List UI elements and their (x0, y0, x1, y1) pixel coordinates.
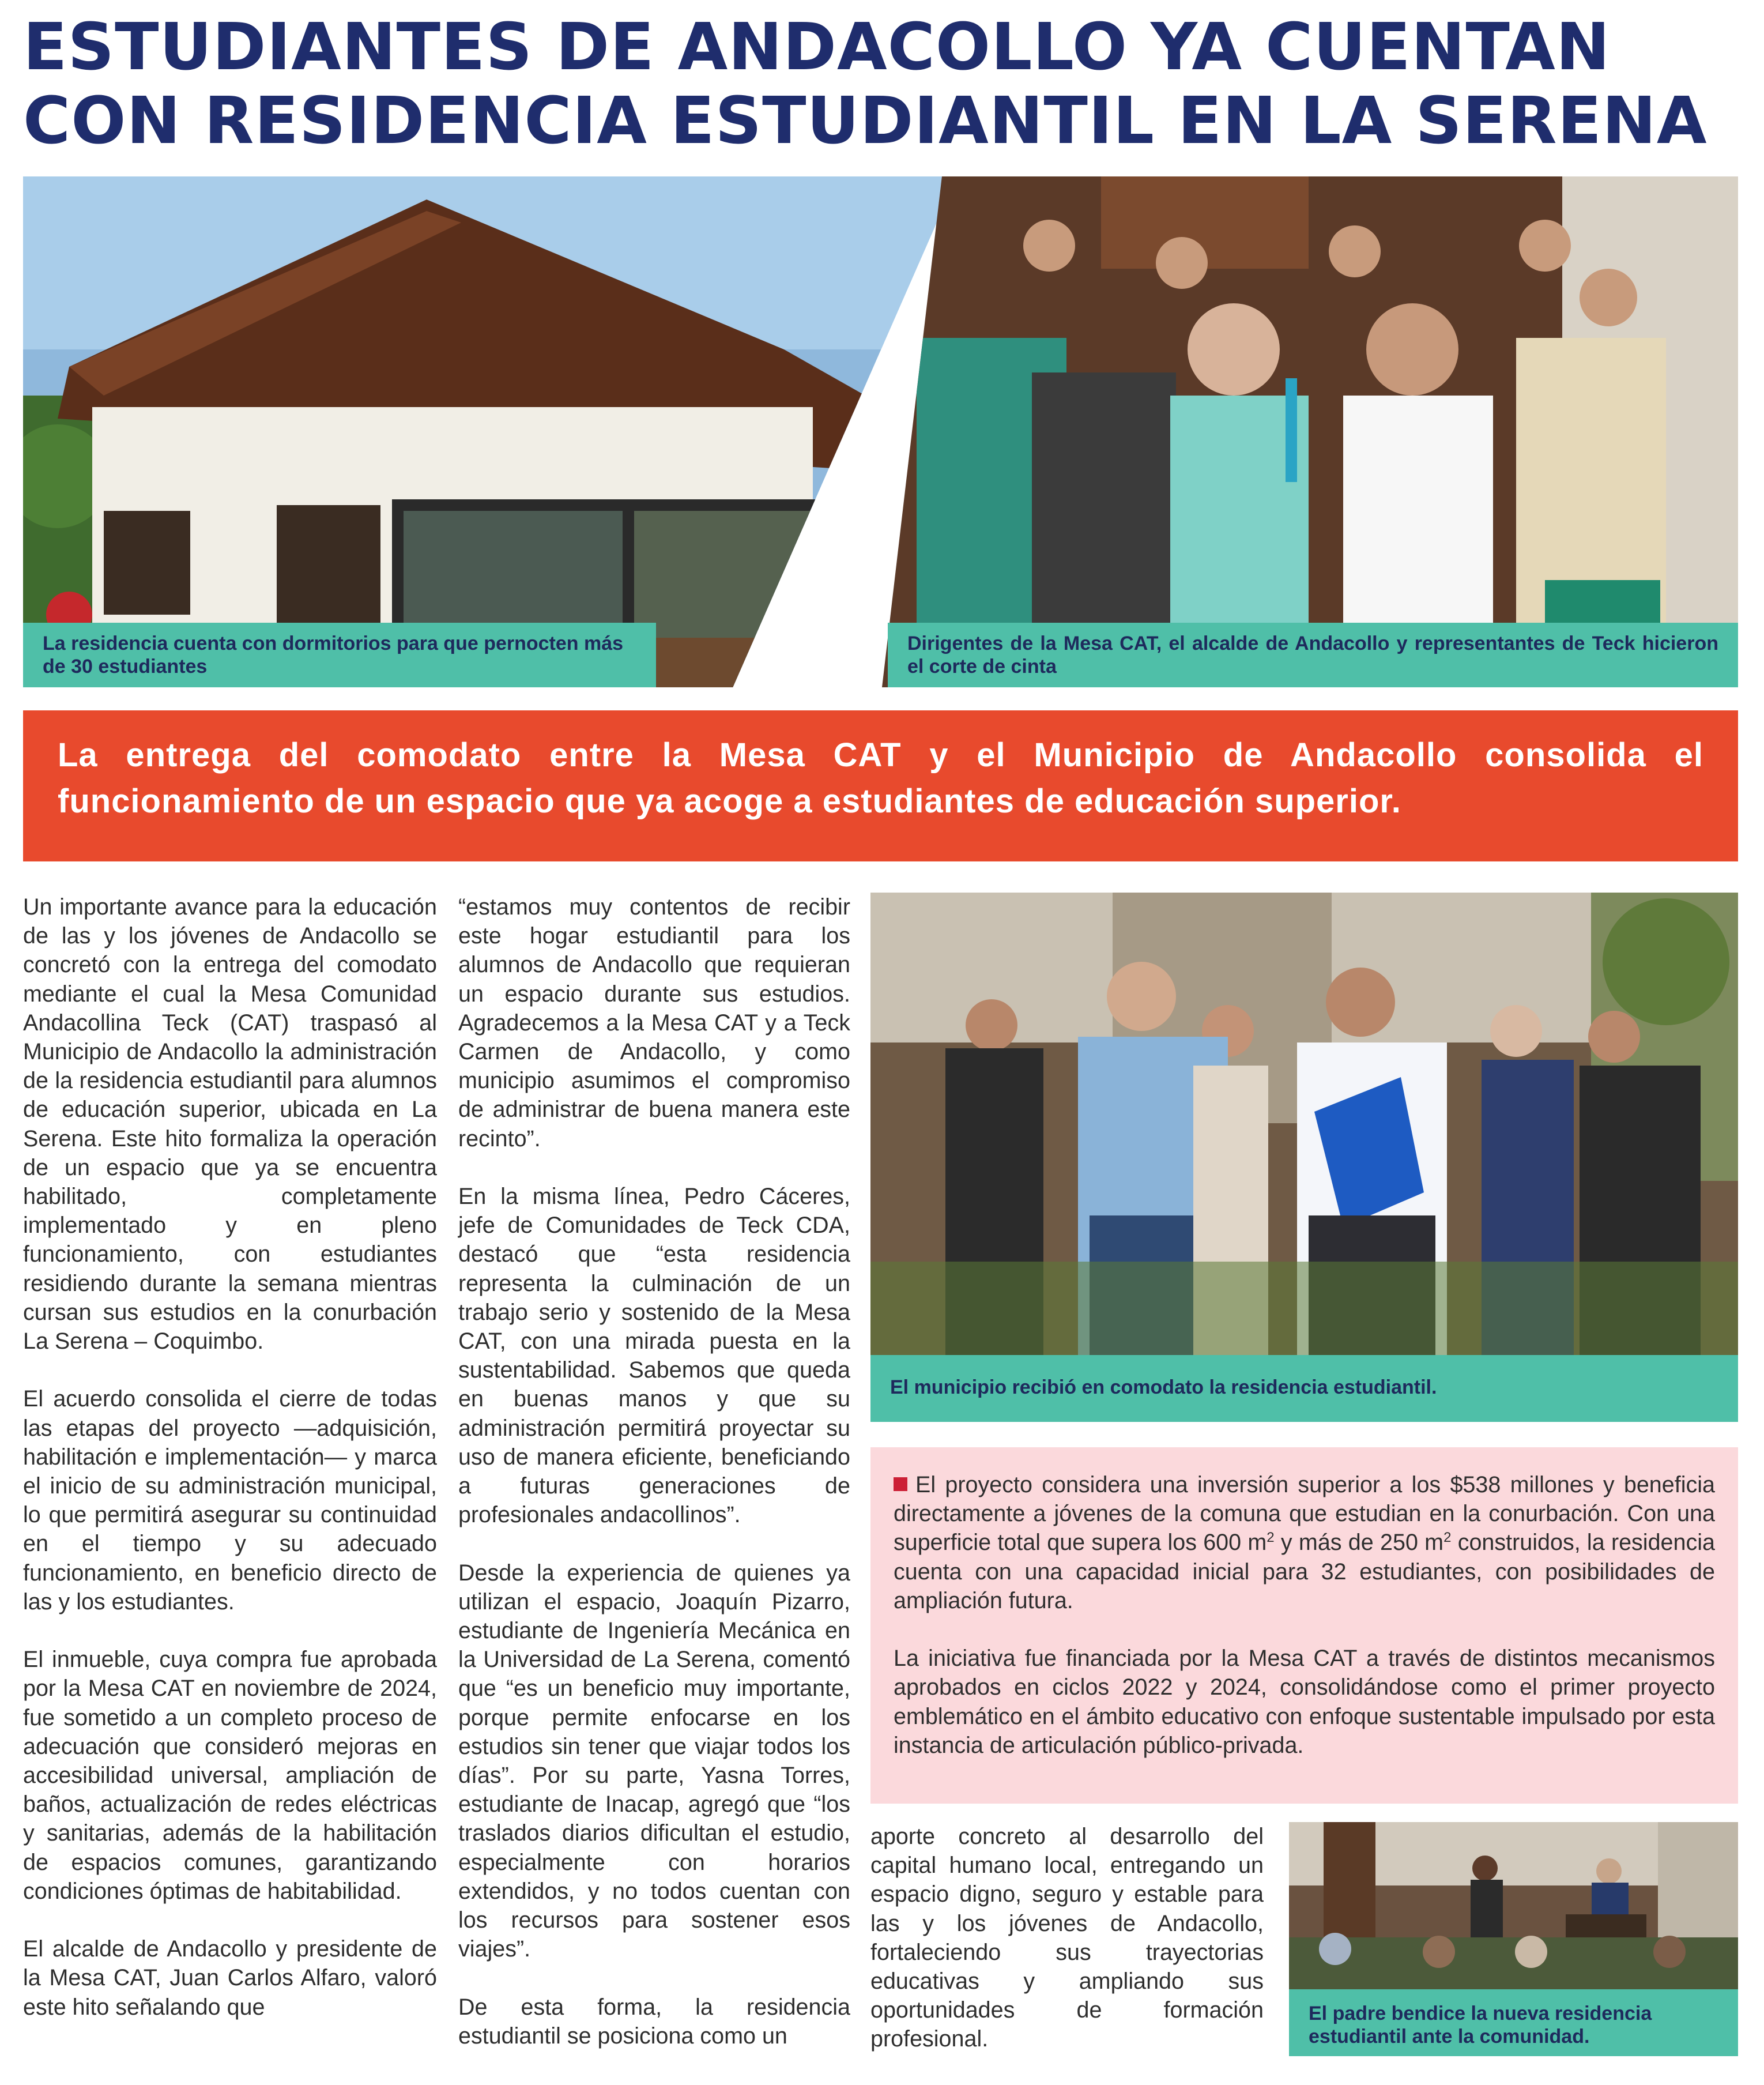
headline-line-2: CON RESIDENCIA ESTUDIANTIL EN LA SERENA (23, 84, 1708, 159)
paragraph: Desde la experiencia de quienes ya utilizan el espacio, Joaquín Pizarro, estudiante de Ingeniería Mecánica en la Universidad de La Serena, comentó que “es un beneficio muy importante, porque permite enfocarse en los estudios sin tener que viajar todos los días”. Por su parte, Yasna Torres, estudiante de Inacap, agregó que “los traslados diarios dificultan el estudio, especialmente con horarios extendidos, y no todos cuentan con los recursos para sostener esos viajes”. (458, 1560, 850, 1962)
photo-residence-house (23, 176, 957, 687)
paragraph: De esta forma, la residencia estudiantil se posiciona como un (458, 1994, 850, 2049)
caption-handshake: El municipio recibió en comodato la residencia estudiantil. (870, 1355, 1738, 1422)
bullet-square-icon (894, 1477, 907, 1491)
headline (23, 10, 1741, 158)
info-box (870, 1447, 1738, 1804)
headline-line-1: ESTUDIANTES DE ANDACOLLO YA CUENTAN (23, 10, 1611, 85)
caption-ribbon: Dirigentes de la Mesa CAT, el alcalde de Andacollo y representantes de Teck hicieron el corte de cinta (888, 623, 1738, 687)
paragraph: En la misma línea, Pedro Cáceres, jefe de Comunidades de Teck CDA, destacó que “esta residencia representa la culminación de un trabajo serio y sostenido de la Mesa CAT, con una mirada puesta en la sustentabilidad. Sabemos que queda en buenas manos y que su administración permitirá proyectar su uso de manera eficiente, beneficiando a futuras generaciones de profesionales andacollinos”. (458, 1184, 850, 1528)
lead-banner: La entrega del comodato entre la Mesa CAT y el Municipio de Andacollo consolida el funcionamiento de un espacio que ya acoge a estudiantes de educación superior. (23, 710, 1738, 861)
paragraph: El inmueble, cuya compra fue aprobada por la Mesa CAT en noviembre de 2024, fue sometido a un completo proceso de adecuación que consideró mejoras en accesibilidad universal, ampliación de baños, actualización de redes eléctricas y sanitarias, además de la habilitación de espacios comunes, garantizando condiciones óptimas de habitabilidad. (23, 1647, 437, 1904)
paragraph: “estamos muy contentos de recibir este hogar estudiantil para los alumnos de Andacollo que requieran un espacio durante sus estudios. Agradecemos a la Mesa CAT y a Teck Carmen de Andacollo, y como municipio asumimos el compromiso de administrar de buena manera este recinto”. (458, 894, 850, 1151)
body-column-2 (458, 893, 850, 2050)
paragraph: aporte concreto al desarrollo del capital humano local, entregando un espacio digno, seguro y estable para las y los jóvenes de Andacollo, fortaleciendo sus trayectorias educativas y ampliando sus oportunidades de formación profesional. (870, 1824, 1264, 2052)
photo-ribbon-cutting (882, 176, 1738, 687)
paragraph: El acuerdo consolida el cierre de todas las etapas del proyecto —adquisición, habilitación e implementación— y marca el inicio de su administración municipal, lo que permitirá asegurar su continuidad en el tiempo y su adecuado funcionamiento, en beneficio directo de las y los estudiantes. (23, 1386, 437, 1614)
info-paragraph-1: El proyecto considera una inversión superior a los $538 millones y beneficia directamente a jóvenes de la comuna que estudian en la conurbación. Con una superficie total que supera los 600 $m^2$ y más de 250 $m^2$ construidos, la residencia cuenta con una capacidad inicial para 32 estudiantes, con posibilidades de ampliación futura. (894, 1472, 1715, 1613)
paragraph: Un importante avance para la educación de las y los jóvenes de Andacollo se concretó con la entrega del comodato mediante el cual la Mesa Comunidad Andacollina Teck (CAT) traspasó al Municipio de Andacollo la administración de la residencia estudiantil para alumnos de educación superior, ubicada en La Serena. Este hito formaliza la operación de un espacio que ya se encuentra habilitado, completamente implementado y en pleno funcionamiento, con estudiantes residiendo durante la semana mientras cursan sus estudios en la conurbación La Serena – Coquimbo. (23, 894, 437, 1354)
paragraph: El alcalde de Andacollo y presidente de la Mesa CAT, Juan Carlos Alfaro, valoró este hito señalando que (23, 1936, 437, 2020)
body-column-3 (870, 1822, 1264, 2054)
body-column-1 (23, 893, 437, 2022)
info-paragraph-2: La iniciativa fue financiada por la Mesa CAT a través de distintos mecanismos aprobados en ciclos 2022 y 2024, consolidándose como el primer proyecto emblemático en el ámbito educativo con enfoque sustentable impulsado por esta instancia de articulación público-privada. (894, 1646, 1715, 1758)
photo-blessing (1289, 1822, 1738, 1989)
caption-house: La residencia cuenta con dormitorios para que pernocten más de 30 estudiantes (23, 623, 656, 687)
photo-handshake (870, 893, 1738, 1355)
caption-blessing: El padre bendice la nueva residencia estudiantil ante la comunidad. (1289, 1989, 1738, 2056)
